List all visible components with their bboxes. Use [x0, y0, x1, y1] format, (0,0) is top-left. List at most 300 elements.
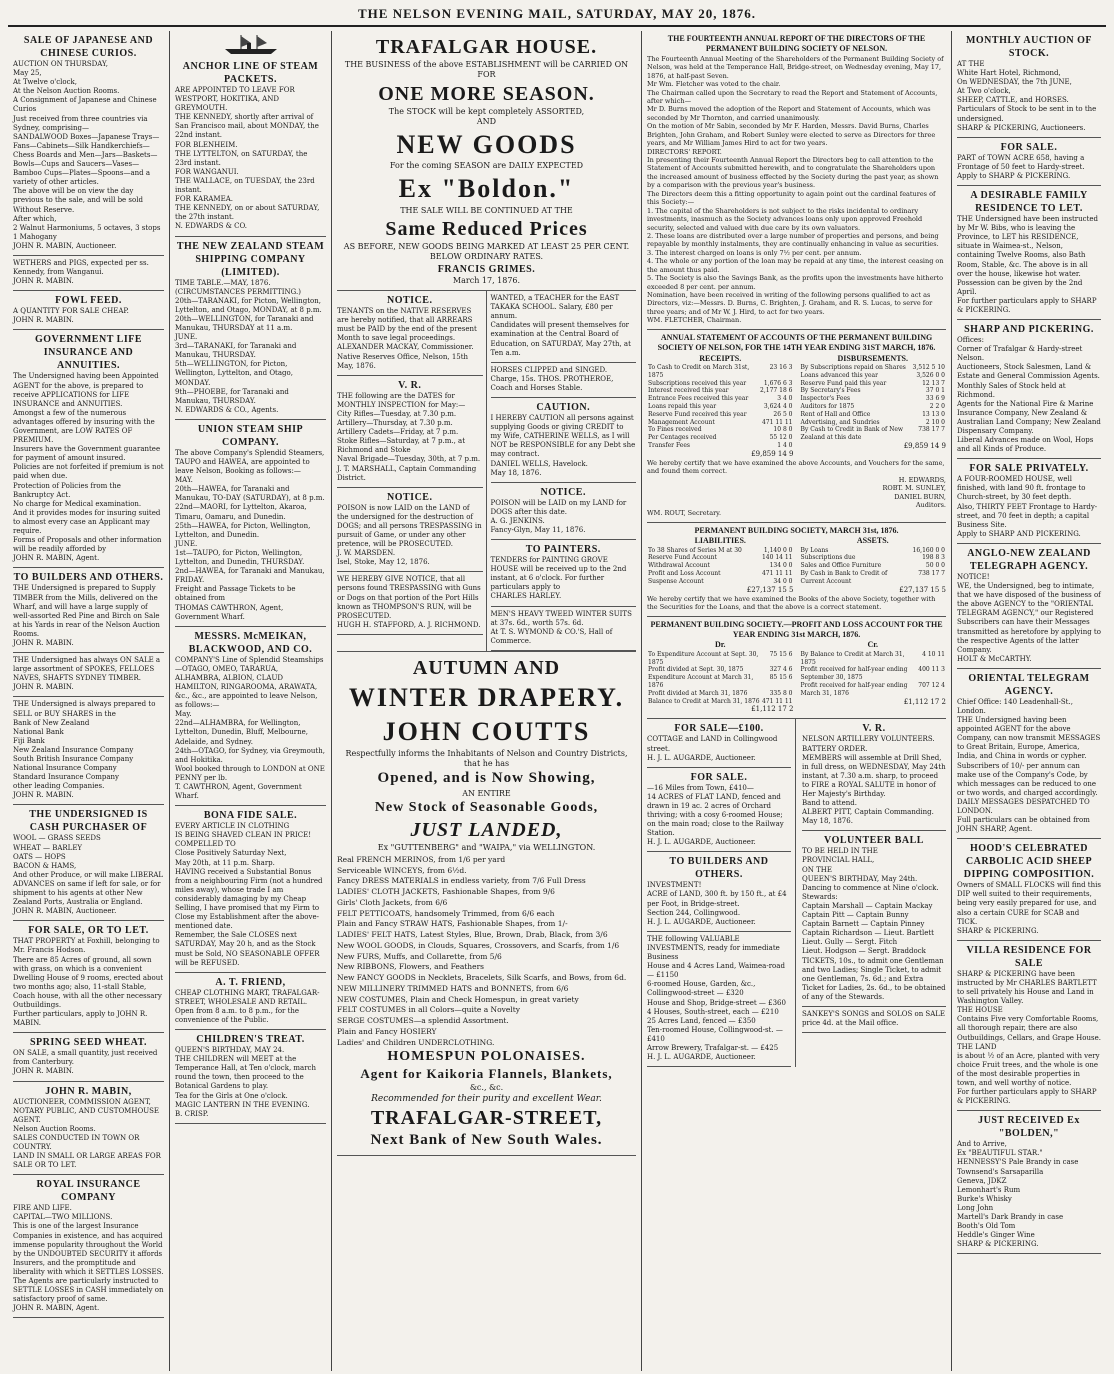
col5-ad-line: AT THE	[957, 60, 985, 68]
notice-ad	[337, 572, 483, 635]
liability-label: Profit and Loss Account	[648, 570, 721, 578]
col5-ad	[957, 186, 1101, 320]
annual-statement	[647, 330, 946, 523]
vr-ad-line: TO BE HELD IN THE	[802, 847, 878, 856]
sale-ad-title: FOR SALE.	[690, 771, 748, 783]
col1-ad-line: Amongst a few of the numerous advantages offered by insuring with the Government, are LOW RATES OF PREMIUM.	[13, 408, 155, 445]
col2-ad-line: 25th—HAWEA, for Picton, Wellington, Lyttelton, and Dunedin.	[175, 521, 311, 539]
col1-ad-line: The Undersigned having been Appointed AGENT for the above, is prepared to receive APPLICATIONS for LIFE INSURANCE and ANNUITIES.	[13, 372, 159, 408]
col2-ad-line: T. CAWTHRON, Agent, Government Wharf.	[175, 783, 302, 801]
vr-ad-line: NELSON ARTILLERY VOLUNTEERS.	[802, 735, 935, 744]
receipt-row	[647, 419, 794, 427]
pl-cr-label: By Balance to Credit at March 31, 1875	[800, 650, 905, 666]
receipt-amount: 26 5 0	[773, 410, 793, 418]
col1-ad-line: WHEAT — BARLEY	[13, 843, 83, 852]
notice-ad	[491, 363, 637, 398]
column-3	[332, 31, 642, 1371]
sale-ad	[647, 719, 791, 767]
col2-ad-line: CHEAP CLOTHING MART, TRAFALGAR-STREET, WHOLESALE AND RETAIL.	[175, 988, 320, 1006]
col5-ad-line: Agents for the National Fire & Marine Insurance Company, New Zealand & Australian Land Company; New Zealand Dispensary Company.	[957, 399, 1101, 435]
col5-ad-line: THE LAND	[957, 1042, 997, 1051]
notice-ad-line: MEN'S HEAVY TWEED WINTER SUITS at 37s. 6d., worth 57s. 6d.	[490, 609, 632, 627]
notice-ad-line: CHARLES HARLEY.	[490, 592, 562, 601]
trafalgar-continued: THE SALE WILL BE CONTINUED AT THE	[400, 205, 573, 215]
receipt-row	[647, 387, 794, 395]
receipt-row	[647, 403, 794, 411]
sale-ad-line: —16 Miles from Town, £410—	[647, 783, 754, 792]
col1-ad-line: BACON & HAMS,	[13, 861, 77, 870]
disbursement-row	[800, 411, 947, 419]
col2-ad	[175, 57, 326, 237]
coutts-item: Ladies' and Children UNDERCLOTHING.	[337, 1037, 495, 1047]
col1-ad-line: Fiji Bank	[13, 736, 45, 745]
vr-ad	[802, 1007, 946, 1033]
coutts-item: New FURS, Muffs, and Collarette, from 5/6	[337, 951, 502, 961]
pl-dr-label: Profit divided at Sept. 30, 1875	[648, 666, 744, 674]
col5-ad-line: SHARP & PICKERING, Auctioneers.	[957, 123, 1086, 132]
col1-ad	[13, 921, 164, 1033]
col5-ad-line: WE, the Undersigned, beg to intimate, that we have disposed of the business of the above AGENCY to the "ORIENTAL TELEGRAM AGENCY," our Registered Subscribers can have their Messages transmitted as heretofore by applying to the respective Agents of the latter Company.	[957, 582, 1101, 654]
col5-ad-line: PART of TOWN ACRE 658, having a Frontage of 50 feet to Hardy-street.	[957, 153, 1085, 171]
report-line: The Directors deem this a fitting opportunity to again point out the cardinal features of this Society:—	[647, 189, 936, 207]
col2-ad-title: UNION STEAM SHIP COMPANY.	[197, 423, 304, 448]
sale-ad	[647, 768, 791, 853]
disbursement-row	[800, 419, 947, 427]
col1-ad-line: May 25,	[13, 69, 42, 78]
notice-ad-line: Candidates will present themselves for examination at the Central Board of Education, on SATURDAY, May 27th, at Ten a.m.	[490, 321, 631, 357]
col1-ad-title: FOWL FEED.	[55, 295, 122, 307]
receipt-label: Per Centages received	[648, 434, 717, 442]
disbursement-label: Loans advanced this year	[800, 371, 878, 379]
col1-ad-line: South British Insurance Company	[13, 755, 134, 763]
vr-ad-title: VOLUNTEER BALL	[824, 835, 924, 847]
pl-dr-table	[647, 651, 794, 706]
notice-ad	[491, 291, 637, 363]
col2-ad-line: JUNE.	[175, 333, 198, 342]
auditor-name: DANIEL BURN,	[894, 492, 946, 501]
report-line: 2. These loans are distributed over a large number of properties and persons, and being repayable by monthly instalments, they are continually enhancing in value as securities.	[647, 231, 939, 249]
auditors-label: Auditors.	[915, 501, 946, 509]
col5-ad-line: HENNESSY'S Pale Brandy in case	[957, 1158, 1079, 1167]
receipt-amount: 55 12 0	[769, 434, 793, 442]
notice-ad	[491, 607, 637, 651]
column-2	[170, 31, 332, 1371]
report-line: 1. The capital of the Shareholders is not subject to the risks incidental to ordinary investments, inasmuch as the Society advances loans only upon approved Freehold security, selected and valued with due care by its own valuators.	[647, 206, 923, 232]
sale-ad-line: 6-roomed House, Garden, &c., Collingwood-street — £320	[647, 980, 756, 998]
col1-ad-line: FIRE AND LIFE.	[13, 1204, 72, 1213]
receipt-row	[647, 395, 794, 403]
col1-ad-line: LAND IN SMALL OR LARGE AREAS FOR SALE OR TO LET.	[13, 1152, 161, 1170]
col2-ad-line: N. EDWARDS & CO.	[175, 222, 248, 231]
profit-loss	[647, 617, 946, 720]
coutts-item: New FANCY GOODS in Necklets, Bracelets, Silk Scarfs, and Bows, from 6d.	[337, 973, 627, 983]
report-line: WM. FLETCHER, Chairman.	[647, 316, 742, 325]
notice-ad	[337, 291, 483, 376]
col1-ad-line: JOHN R. MABIN.	[13, 638, 74, 647]
vr-ad-line: TICKETS, 10s., to admit one Gentleman and two Ladies; Single Ticket, to admit one Gentleman, 7s. 6d.; and Extra Ticket for Ladies, 2s. 6d., to be obtained of any of the Stewards.	[802, 956, 946, 1001]
col5-ad-title: HOOD'S CELEBRATED CARBOLIC ACID SHEEP DIPPING COMPOSITION.	[963, 843, 1095, 881]
col2-ad-line: (CIRCUMSTANCES PERMITTING.)	[175, 287, 301, 296]
trafalgar-ex-boldon: Ex "Boldon."	[398, 173, 575, 203]
col5-ad-title: VILLA RESIDENCE FOR SALE	[966, 944, 1092, 969]
coutts-item: NEW MILLINERY TRIMMED HATS and BONNETS, from 6/6	[337, 983, 569, 993]
sale-ad-title: TO BUILDERS AND OTHERS.	[669, 856, 769, 881]
receipt-label: Reserve Fund received this year	[648, 410, 747, 418]
trafalgar-house-ad	[337, 31, 636, 291]
report-line: The Fourteenth Annual Meeting of the Shareholders of the Permanent Building Society of Nelson, was held at the Temperance Hall, Bridge-street, on Wednesday evening, May 17, 1876, at half-past Seven.	[647, 54, 944, 80]
col5-ad-line: THE HOUSE	[957, 1006, 1003, 1015]
col2-ad-title: THE NEW ZEALAND STEAM SHIPPING COMPANY (LIMITED).	[176, 240, 325, 278]
notice-ad-line: THE following are the DATES for MONTHLY INSPECTION for May:—	[337, 391, 466, 409]
col2-ad-line: 1st—TAUPO, for Picton, Wellington, Lyttelton, and Dunedin, THURSDAY.	[175, 548, 305, 567]
col5-ad	[957, 839, 1101, 941]
trafalgar-intro: THE BUSINESS of the above ESTABLISHMENT will be CARRIED ON	[344, 60, 629, 69]
vr-ad-line: QUEEN'S BIRTHDAY, May 24th.	[802, 874, 918, 883]
col1-ad-line: Just received from three countries via Sydney, comprising—	[13, 114, 148, 132]
auditors-block	[647, 476, 946, 510]
pl-dr-amount: 75 15 6	[769, 650, 793, 658]
disbursement-label: By Subscriptions repaid on Shares	[800, 363, 906, 371]
notice-ad-line: At T. S. WYMOND & CO.'S, Hall of Commerce.	[490, 627, 613, 645]
report-line: Mr D. Burns moved the adoption of the Report and Statement of Accounts, which was seconded by Mr Thornton, and carried unanimously.	[647, 105, 931, 122]
pl-dr-label: Balance to Credit at March 31, 1876	[648, 697, 760, 705]
col2-ad-line: COMPANY'S Line of Splendid Steamships—OTAGO, OMEO, TARARUA, ALHAMBRA, ALBION, CLAUD HAMILTON, RINGAROOMA, ARAWATA, &c., &c., are appointed to leave Nelson, as follows:—	[175, 655, 324, 710]
col2-ad-title: A. T. FRIEND,	[215, 976, 286, 988]
col1-ad-line: A Consignment of Japanese and Chinese Curios	[13, 96, 157, 114]
coutts-name: JOHN COUTTS	[382, 716, 591, 746]
receipt-row	[647, 426, 794, 434]
col2-ad	[175, 627, 326, 807]
col5-ad-line: Corner of Trafalgar & Hardy-street	[957, 345, 1083, 354]
col1-ad-line: THE Undersigned is prepared to Supply TIMBER from the Mills, delivered on the Wharf, and will have a large supply of well-assorted Red Pine and Birch on Sale at his Yards in rear of the Nelson Auction Rooms.	[13, 584, 160, 638]
col1-ad-line: A QUANTITY FOR SALE CHEAP.	[13, 307, 129, 316]
col5-ad-line: Chief Office: 140 Leadenhall-St., London.	[957, 697, 1073, 715]
report-line: 4. The whole or any portion of the loan may be repaid at any time, the interest ceasing on the amount thus paid.	[647, 257, 944, 274]
col1-ad-line: Forms of Proposals and other information will be readily afforded by	[13, 536, 162, 554]
pl-cr-total: £1,112 17 2	[903, 697, 946, 706]
trafalgar-reduced: Same Reduced Prices	[385, 217, 588, 240]
column-1	[8, 31, 170, 1371]
asset-row	[800, 562, 947, 570]
receipt-label: Subscriptions received this year	[648, 379, 747, 387]
vr-ad	[802, 719, 946, 831]
liability-row	[647, 578, 794, 586]
john-coutts-ad	[337, 652, 636, 1156]
col5-ad-line: Particulars of Stock to be sent in to the undersigned.	[957, 105, 1097, 123]
disbursements-total: £9,859 14 9	[903, 441, 946, 450]
asset-amount: 738 17 7	[918, 570, 945, 578]
notice-ad-title: NOTICE.	[387, 491, 433, 503]
sale-ad-line: 14 ACRES of FLAT LAND, fenced and drawn in 19 ac. 2 acres of Orchard thriving; with a cosy 6-roomed House; on the main road; close to the Railway Station.	[647, 792, 784, 838]
sale-ad-line: COTTAGE and LAND in Collingwood street.	[647, 735, 778, 753]
notice-ad-line: Naval Brigade—Tuesday, 30th, at 7 p.m.	[337, 455, 481, 464]
coutts-item: FELT PETTICOATS, handsomely Trimmed, from 6/6 each	[337, 908, 555, 918]
liability-row	[647, 562, 794, 570]
col2-ad-line: FOR WANGANUI.	[175, 167, 239, 176]
col2-ad-line: Tea for the Girls at One o'clock.	[175, 1091, 288, 1100]
trafalgar-signature: FRANCIS GRIMES.	[437, 263, 536, 275]
sale-ad-line: ACRE of LAND, 300 ft. by 150 ft., at £4 per Foot, in Bridge-street.	[647, 890, 787, 908]
pl-dr-label: To Expenditure Account at Sept. 30, 1875	[648, 650, 759, 666]
coutts-item: Fancy DRESS MATERIALS in endless variety, from 7/6 Full Dress	[337, 876, 586, 886]
col2-ad-line: Remember, the Sale CLOSES next SATURDAY, May 20 h, and as the Stock must be Sold, NO SEASONABLE OFFER will be REFUSED.	[175, 931, 320, 967]
trafalgar-expected: For the coming SEASON are DAILY EXPECTED	[389, 161, 584, 171]
coutts-homespun: HOMESPUN POLONAISES.	[387, 1049, 586, 1065]
col1-ad-line: National Insurance Company	[13, 764, 117, 773]
coutts-item: Plain and Fancy HOSIERY	[337, 1026, 437, 1036]
col1-ad-title: TO BUILDERS AND OTHERS.	[13, 572, 164, 584]
col5-ad-line: Martell's Dark Brandy in case	[957, 1213, 1064, 1221]
liability-label: Reserve Fund Account	[648, 554, 717, 562]
col2-ad-line: THE LYTTELTON, on SATURDAY, the 23rd instant.	[175, 149, 308, 167]
trafalgar-title: TRAFALGAR HOUSE.	[375, 36, 598, 58]
disbursement-label: Advertising, and Sundries	[800, 418, 880, 426]
col1-ad	[13, 330, 164, 568]
col5-ad-line: Nelson.	[957, 354, 985, 363]
col1-ad-line: THAT PROPERTY at Foxhill, belonging to Mr. Francis Hodson.	[13, 937, 160, 955]
auditor-name: H. EDWARDS,	[898, 475, 946, 484]
col1-ad-line: JOHN R. MABIN, Auctioneer.	[13, 907, 117, 916]
col2-ad	[175, 1030, 326, 1124]
col2-ad-line: THE KENNEDY, on or about SATURDAY, the 27th instant.	[175, 204, 320, 222]
col5-ad-line: Lemonhart's Rum	[957, 1185, 1021, 1194]
col1-ad-line: Protection of Policies from the Bankruptcy Act.	[13, 481, 121, 499]
ship-icon	[221, 33, 281, 55]
col5-ad-line: THE Undersigned having been appointed AGENT for the above Company, can now transmit MESSAGES to Great Britain, Europe, America, India, and China in words or cypher.	[957, 716, 1101, 761]
col5-ad	[957, 941, 1101, 1111]
notice-ad-line: City Rifles—Tuesday, at 7.30 p.m.	[337, 409, 457, 418]
col5-ad	[957, 138, 1101, 186]
pl-cr-amount: 4 10 11	[922, 650, 945, 658]
col1-ad-line: The Agents are particularly instructed to SETTLE LOSSES in CASH immediately on satisfactory proof of same.	[13, 1277, 164, 1304]
pl-cr-label: Profit received for half-year ending March 31, 1876	[800, 681, 908, 697]
statement-title: ANNUAL STATEMENT OF ACCOUNTS OF THE PERMANENT BUILDING SOCIETY OF NELSON, FOR THE 14TH YEAR ENDING 31ST MARCH, 1876.	[657, 332, 936, 353]
coutts-item: Serviceable WINCEYS, from 6½d.	[337, 865, 467, 875]
pl-cr-amount: 400 11 3	[918, 666, 945, 674]
notice-ad	[491, 540, 637, 606]
col2-ad-title: MESSRS. McMEIKAN, BLACKWOOD, AND CO.	[188, 630, 313, 655]
col5-ad-line: Geneva, JDKZ	[957, 1176, 1007, 1185]
vr-ad-line: Captain Barnett — Captain Pinney	[802, 920, 925, 929]
col5-ad-line: And to Arrive,	[957, 1140, 1007, 1149]
disbursement-amount: 738 17 7	[918, 426, 945, 434]
col5-ad	[957, 459, 1101, 544]
notice-ad-line: TENDERS for PAINTING GROVE HOUSE will be received up to the 2nd instant, at 6 o'clock. For further particulars apply to	[490, 556, 627, 592]
vr-ad-line: Dancing to commence at Nine o'clock.	[802, 883, 939, 892]
pl-cr-amount: 707 12 4	[918, 681, 945, 689]
auditor-name: ROBT. M. SUNLEY,	[882, 484, 946, 493]
col1-ad-line: JOHN R. MABIN.	[13, 316, 74, 325]
asset-label: By Cash in Bank to Credit of Current Account	[800, 570, 888, 585]
col1-ad-title: SPRING SEED WHEAT.	[29, 1037, 148, 1049]
vr-ad-line: Captain Richardson — Lieut. Bartlett	[802, 929, 934, 938]
notice-ad-line: May 18, 1876.	[490, 468, 542, 477]
col5-ad-line: For further particulars apply to SHARP & PICKERING.	[957, 296, 1097, 314]
col1-ad-line: After which,	[13, 214, 57, 223]
report-line: DIRECTORS' REPORT.	[647, 147, 722, 156]
vr-ad-line: Band to attend.	[802, 799, 857, 808]
col2-ad-line: 2nd—HAWEA, for Taranaki and Manukau, FRIDAY.	[175, 567, 325, 585]
col1-ad-line: Policies are not forfeited if premium is not paid when due.	[13, 463, 164, 481]
col5-ad-title: A DESIRABLE FAMILY RESIDENCE TO LET.	[970, 190, 1088, 215]
receipt-label: Transfer Fees	[648, 441, 690, 449]
notice-ad-line: DANIEL WELLS, Havelock.	[490, 459, 588, 468]
col2-ad-line: THOMAS CAWTHRON, Agent, Government Wharf.	[175, 603, 284, 621]
col2-ad-line: THE KENNEDY, shortly after arrival of San Francisco mail, about MONDAY, the 22nd instant.	[175, 113, 319, 140]
col5-ad-title: JUST RECEIVED Ex "BOLDEN,"	[978, 1115, 1080, 1140]
coutts-informs: Respectfully informs the Inhabitants of Nelson and Country Districts, that he has	[345, 748, 628, 768]
col2-ad-line: 20th—TARANAKI, for Picton, Wellington, Lyttelton, and Otago, MONDAY, at 8 p.m.	[175, 296, 322, 314]
receipts-heading: RECEIPTS.	[699, 353, 742, 363]
receipt-amount: 471 11 11	[761, 418, 793, 426]
disbursements-heading: DISBURSEMENTS.	[837, 353, 908, 363]
col5-ad-line: Monthly Sales of Stock held at Richmond.	[957, 381, 1066, 399]
col5-ad-line: Booth's Old Tom	[957, 1222, 1016, 1231]
col5-ad-title: FOR SALE.	[1000, 141, 1058, 153]
sale-ad-line: Section 244, Collingwood.	[647, 908, 741, 917]
sale-ad-line: House and Shop, Bridge-street — £360	[647, 998, 786, 1007]
notice-ad	[491, 483, 637, 540]
col5-ad-line: Liberal Advances made on Wool, Hops and all Kinds of Produce.	[957, 436, 1094, 454]
trafalgar-and: AND	[476, 117, 497, 127]
disbursement-amount: 12 13 7	[922, 379, 945, 387]
pl-cr-row	[800, 666, 947, 682]
notices-block	[337, 291, 636, 652]
report-line: The Chairman called upon the Secretary to read the Report and Statement of Accounts, after which—	[647, 88, 938, 105]
notice-ad-line: J. W. MARSDEN.	[337, 549, 396, 558]
assets-heading: ASSETS.	[856, 536, 889, 546]
col5-ad-line: A FOUR-ROOMED HOUSE, well finished, with land 90 ft. frontage to Church-street, by 30 feet depth.	[957, 475, 1086, 502]
col5-ad-line: Apply to SHARP & PICKERING.	[957, 171, 1071, 180]
col2-ad-line: QUEEN'S BIRTHDAY, MAY 24.	[175, 1046, 285, 1055]
disbursement-label: Auditors for 1875	[800, 402, 855, 410]
asset-amount: 16,160 0 0	[912, 546, 945, 554]
col1-ad-line: JOHN R. MABIN, Agent.	[13, 554, 100, 563]
notice-ad-title: NOTICE.	[387, 295, 433, 307]
col1-ad-line: THE Undersigned is always prepared to SELL or BUY SHARES in the	[13, 700, 156, 718]
col1-ad-title: ROYAL INSURANCE COMPANY	[36, 1179, 141, 1204]
coutts-heading-autumn: AUTUMN AND	[412, 656, 561, 679]
liability-row	[647, 554, 794, 562]
pl-dr: Dr.	[714, 640, 726, 650]
masthead: THE NELSON EVENING MAIL, SATURDAY, MAY 20, 1876.	[8, 6, 1106, 27]
pl-dr-amount: 335 8 0	[769, 689, 793, 697]
col5-ad-title: SHARP AND PICKERING.	[964, 324, 1094, 336]
receipt-row	[647, 364, 794, 380]
coutts-item: Plain and Fancy STRAW HATS, Fashionable Shapes, from 1/-	[337, 919, 568, 929]
coutts-heading-winter: WINTER DRAPERY.	[348, 682, 625, 712]
col5-ad-line: White Hart Hotel, Richmond,	[957, 69, 1061, 78]
pl-dr-label: Profit divided at March 31, 1876	[648, 689, 748, 697]
secretary-1: WM. ROUT, Secretary.	[647, 509, 722, 518]
col1-ad-line: AUCTION ON THURSDAY,	[13, 60, 108, 68]
pl-dr-label: Expenditure Account at March 31, 1876	[648, 674, 754, 689]
trafalgar-date: March 17, 1876.	[452, 275, 521, 285]
liability-label: Suspense Account	[648, 577, 704, 585]
liability-amount: 34 0 0	[773, 577, 793, 585]
col1-ad-line: JOHN R. MABIN.	[13, 791, 74, 800]
col5-ad-line: Owners of SMALL FLOCKS will find this DIP well suited to their requirements, being very easily prepared for use, and also a certain CURE for SCAB and TICK.	[957, 881, 1101, 926]
report-line: 3. The interest charged on loans is only 7½ per cent. per annum.	[647, 248, 862, 257]
notice-ad-line: Stoke Rifles—Saturday, at 7 p.m., at Richmond and Stoke	[337, 437, 466, 455]
col1-ad-line: AUCTIONEER, COMMISSION AGENT, NOTARY PUBLIC, AND CUSTOMHOUSE AGENT.	[13, 1097, 159, 1124]
receipt-amount: 10 8 0	[773, 426, 793, 434]
vr-ad-title: V. R.	[862, 723, 886, 735]
disbursement-row	[800, 403, 947, 411]
disbursement-label: Reserve Fund paid this year	[800, 379, 887, 387]
col5-ad-line: SHARP & PICKERING have been instructed by Mr CHARLES BARTLETT to sell privately his House and Land in Washington Valley.	[957, 969, 1097, 1006]
vr-ad-line: Lieut. Hodgson — Sergt. Braddock	[802, 947, 926, 956]
col2-ad-line: FOR BLENHEIM.	[175, 140, 238, 149]
receipt-amount: 3 4 0	[777, 395, 793, 403]
vr-ad-line: May 18, 1876.	[802, 817, 853, 826]
notice-ad-line: WANTED, a TEACHER for the EAST TAKAKA SCHOOL. Salary, £80 per annum.	[490, 294, 620, 321]
col2-ad-line: MAY.	[175, 476, 193, 485]
col1-ad	[13, 568, 164, 653]
col5-ad-line: NOTICE!	[957, 572, 990, 581]
col1-ad	[13, 1082, 164, 1176]
col1-ad	[13, 291, 164, 330]
notice-ad-line: Isel, Stoke, May 12, 1876.	[337, 558, 430, 567]
vr-ad-line: MEMBERS will assemble at Drill Shed, in full dress, on WEDNESDAY, May 24th instant, at 7.30 a.m. sharp, to proceed to FIRE a ROYAL SALUTE in honor of Her Majesty's Birthday.	[802, 753, 946, 799]
col1-ad	[13, 805, 164, 921]
trafalgar-new-goods: NEW GOODS	[396, 129, 577, 159]
col1-ad-line: SALES CONDUCTED IN TOWN OR COUNTRY.	[13, 1133, 140, 1151]
pl-dr-row	[647, 698, 794, 706]
col2-ad-line: Wool booked through to LONDON at ONE PENNY per lb.	[175, 764, 325, 782]
coutts-ships: Ex "GUTTENBERG" and "WAIPA," via WELLINGTON.	[377, 843, 596, 853]
sale-ad-line: 25 Acres Land, fenced — £350	[647, 1016, 756, 1025]
col2-ad-line: THE CHILDREN will MEET at the Temperance Hall, at Ten o'clock, march round the town, then proceed to the Botanical Gardens to play.	[175, 1055, 316, 1091]
disbursement-amount: 3,526 0 0	[916, 371, 945, 379]
disbursement-amount: 2 10 0	[925, 418, 945, 426]
liability-amount: 140 14 11	[761, 554, 793, 562]
report-line: Nomination, have been received in writing of the following persons qualified to act as Directors, viz:—Messrs. D. Burns, C. Brighten, J. Graham, and R. S. Lucas, to serve for three years; and of Mr W. J. Hird, to act for two years.	[647, 291, 933, 316]
col2-ad-line: 3rd—TARANAKI, for Taranaki and Manukau, THURSDAY.	[175, 342, 297, 360]
receipts-table	[647, 364, 794, 450]
notice-ad-line: HUGH H. STAFFORD, A. J. RICHMOND.	[337, 620, 481, 629]
col5-ad	[957, 1111, 1101, 1254]
col1-ad-line: WOOL — GRASS SEEDS	[13, 834, 101, 843]
col5-ad-line: Possession can be given by the 2nd April.	[957, 278, 1083, 296]
sale-ad	[647, 932, 791, 1067]
col2-ad-line: IS BEING SHAVED CLEAN IN PRICE!	[175, 831, 312, 840]
col5-ad	[957, 544, 1101, 669]
pl-cr: Cr.	[867, 640, 879, 650]
sale-ad-line: Ten-roomed House, Collingwood-st. — £410	[647, 1025, 783, 1043]
notice-ad	[491, 398, 637, 483]
col2-ad-line: The above Company's Splendid Steamers, TAUPO and HAWEA, are appointed to leave Nelson, Booking as follows:—	[175, 448, 325, 476]
trafalgar-stock: The STOCK will be kept completely ASSORTED,	[388, 106, 585, 116]
col2-ad-line: Close Positively Saturday Next,	[175, 849, 287, 858]
notice-ad-line: Artillery—Thursday, at 7.30 p.m.	[337, 419, 453, 428]
notice-ad-line: Fancy-Glyn, May 11, 1876.	[490, 525, 586, 534]
sale-ad-line: THE following VALUABLE INVESTMENTS, ready for immediate Business	[647, 934, 780, 962]
col2-ad	[175, 420, 326, 627]
pl-cr-label: Profit received for half-year ending September 30, 1875	[800, 666, 908, 682]
liability-amount: 1,140 0 0	[763, 546, 793, 554]
notice-ad	[337, 488, 483, 573]
report-title: THE FOURTEENTH ANNUAL REPORT OF THE DIRECTORS OF THE PERMANENT BUILDING SOCIETY OF NELSON.	[667, 34, 926, 54]
col1-ad-title: GOVERNMENT LIFE INSURANCE AND ANNUITIES.	[34, 334, 143, 372]
col5-ad-title: FOR SALE PRIVATELY.	[969, 463, 1089, 475]
disbursement-amount: 33 6 9	[925, 395, 945, 403]
col2-ad	[175, 237, 326, 420]
liability-row	[647, 570, 794, 578]
sale-ad	[647, 852, 791, 931]
vr-ad-line: Captain Pitt — Captain Bunny	[802, 911, 909, 920]
notice-ad-line: Artillery Cadets—Friday, at 7 p.m.	[337, 428, 459, 437]
